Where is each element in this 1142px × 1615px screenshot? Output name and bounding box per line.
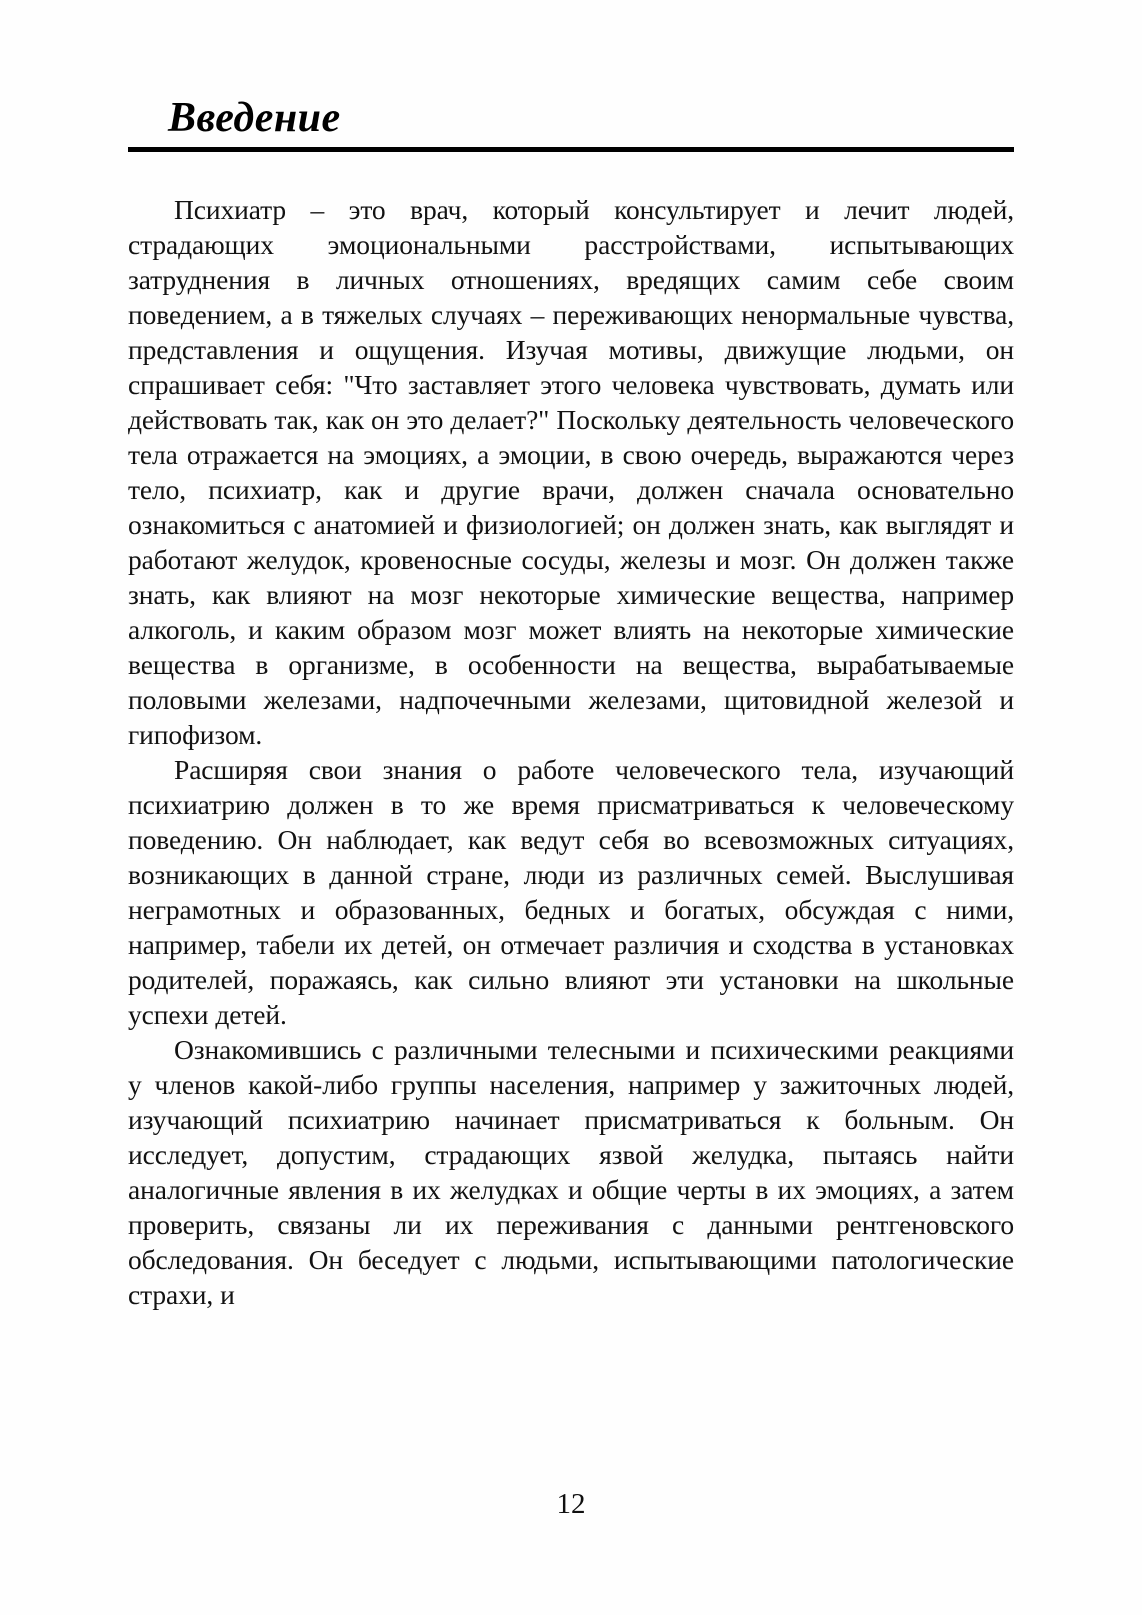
body-text-block xyxy=(128,192,1014,1312)
paragraph: Расширяя свои знания о работе человеческого тела, изучающий психиатрию должен в то же время присматриваться к человеческому поведению. Он наблюдает, как ведут себя во всевозможных ситуациях, возникающих в данной стране, люди из различных семей. Выслушивая неграмотных и образованных, бедных и богатых, обсуждая с ними, например, табели их детей, он отмечает различия и сходства в установках родителей, поражаясь, как сильно влияют эти установки на школьные успехи детей. xyxy=(128,754,1014,1030)
paragraph: Психиатр – это врач, который консультирует и лечит людей, страдающих эмоциональными расстройствами, испытывающих затруднения в личных отношениях, вредящих самим себе своим поведением, а в тяжелых случаях – переживающих ненормальные чувства, представления и ощущения. Изучая мотивы, движущие людьми, он спрашивает себя: "Что заставляет этого человека чувствовать, думать или действовать так, как он это делает?" Поскольку деятельность человеческого тела отражается на эмоциях, а эмоции, в свою очередь, выражаются через тело, психиатр, как и другие врачи, должен сначала основательно ознакомиться с анатомией и физиологией; он должен знать, как выглядят и работают желудок, кровеносные сосуды, железы и мозг. Он должен также знать, как влияют на мозг некоторые химические вещества, например алкоголь, и каким образом мозг может влиять на некоторые химические вещества в организме, в особенности на вещества, вырабатываемые половыми железами, надпочечными железами, щитовидной железой и гипофизом. xyxy=(128,194,1014,750)
page-title: Введение xyxy=(168,95,341,141)
title-divider-rule xyxy=(128,147,1014,152)
page-number: 12 xyxy=(556,1488,586,1520)
paragraph: Ознакомившись с различными телесными и психическими реакциями у членов какой-либо группы населения, например у зажиточных людей, изучающий психиатрию начинает присматриваться к больным. Он исследует, допустим, страдающих язвой желудка, пытаясь найти аналогичные явления в их желудках и общие черты в их эмоциях, а затем проверить, связаны ли их переживания с данными рентгеновского обследования. Он беседует с людьми, испытывающими патологические страхи, и xyxy=(128,1034,1014,1310)
page-footer xyxy=(0,1490,1142,1519)
chapter-header xyxy=(128,96,1014,152)
